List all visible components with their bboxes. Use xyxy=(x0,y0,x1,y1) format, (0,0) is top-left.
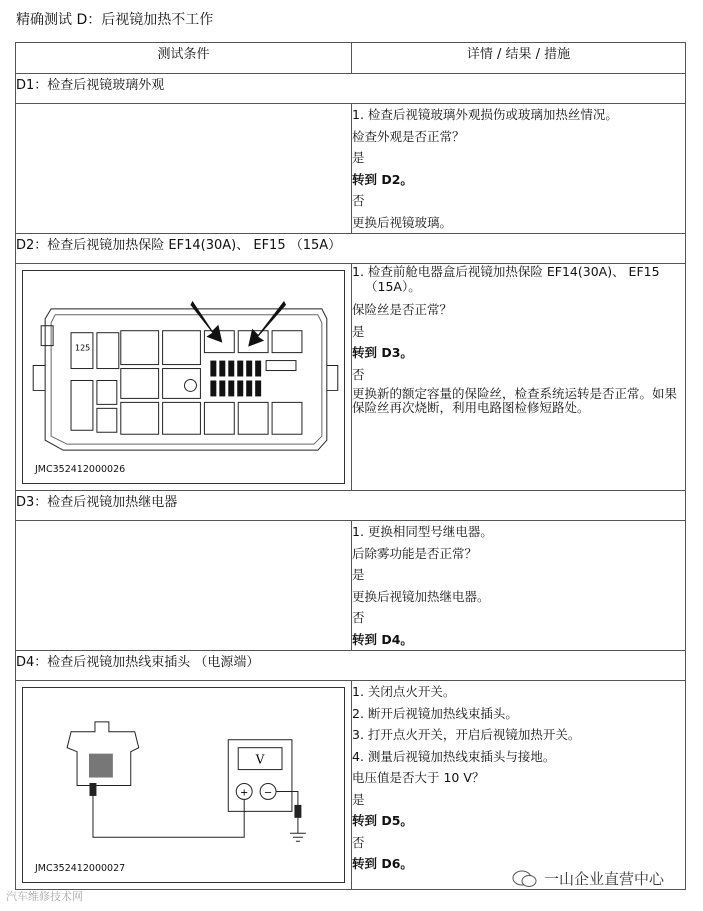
d2-figure-id: JMC352412000026 xyxy=(35,464,126,475)
diagnostic-table xyxy=(15,42,686,890)
ground-icon xyxy=(290,833,306,841)
d4-heading: D4：检查后视镜加热线束插头 （电源端） xyxy=(16,651,686,681)
d4-no-action: 转到 D6。 xyxy=(352,856,413,871)
multimeter-figure xyxy=(22,687,345,883)
d2-details xyxy=(352,264,686,491)
d2-yes: 是 xyxy=(352,323,365,339)
wechat-icon xyxy=(512,869,538,889)
d4-yes-action: 转到 D5。 xyxy=(352,813,413,828)
d1-question: 检查外观是否正常？ xyxy=(352,128,465,144)
d4-step2: 2. 断开后视镜加热线束插头。 xyxy=(352,705,518,721)
fuse-box-figure xyxy=(22,270,345,484)
d4-figure-id: JMC352412000027 xyxy=(35,863,126,874)
positive-lead xyxy=(93,784,244,838)
d3-yes: 是 xyxy=(352,567,365,582)
d3-step1: 1. 更换相同型号继电器。 xyxy=(352,524,493,539)
d1-yes: 是 xyxy=(352,150,365,165)
d1-details xyxy=(352,104,686,234)
d3-condition-cell xyxy=(16,521,352,651)
d1-no-action: 更换后视镜玻璃。 xyxy=(352,214,453,230)
fuse-value-label: 125 xyxy=(75,343,91,353)
d2-step1: 1. 检查前舱电器盒后视镜加热保险 EF14(30A)、 EF15 （15A）。 xyxy=(352,264,660,294)
d2-condition-cell xyxy=(16,264,352,491)
watermark-right-text: 一山企业直营中心 xyxy=(544,870,665,888)
d4-step1: 1. 关闭点火开关。 xyxy=(352,684,456,699)
header-condition: 测试条件 xyxy=(16,43,352,74)
watermark-left: 汽车维修技术网 xyxy=(6,890,83,903)
d4-yes: 是 xyxy=(352,791,365,807)
d2-no-action: 更换新的额定容量的保险丝，检查系统运转是否正常。如果保险丝再次烧断，利用电路图检修短路处。 xyxy=(352,386,678,415)
d2-question: 保险丝是否正常？ xyxy=(352,302,453,317)
bolt-icon xyxy=(184,379,196,391)
d4-question: 电压值是否大于 10 V？ xyxy=(352,770,485,785)
d1-step1: 1. 检查后视镜玻璃外观损伤或玻璃加热丝情况。 xyxy=(352,107,618,122)
d3-no-action: 转到 D4。 xyxy=(352,631,413,647)
voltage-test-diagram xyxy=(23,688,344,882)
d1-condition-cell xyxy=(16,104,352,234)
d2-yes-action: 转到 D3。 xyxy=(352,345,413,360)
d3-no: 否 xyxy=(352,610,365,625)
d4-details xyxy=(352,681,686,890)
table-header-row xyxy=(16,43,686,74)
d2-heading: D2：检查后视镜加热保险 EF14(30A)、 EF15 （15A） xyxy=(16,234,686,264)
watermark-right xyxy=(512,868,664,889)
d4-step4: 4. 测量后视镜加热线束插头与接地。 xyxy=(352,748,556,764)
d2-no: 否 xyxy=(352,366,365,382)
d1-heading: D1：检查后视镜玻璃外观 xyxy=(16,74,686,104)
d4-condition-cell xyxy=(16,681,352,890)
d4-step3: 3. 打开点火开关，开启后视镜加热开关。 xyxy=(352,727,581,742)
plus-label: + xyxy=(240,787,249,799)
header-details: 详情 / 结果 / 措施 xyxy=(352,43,686,74)
page-title: 精确测试 D：后视镜加热不工作 xyxy=(16,12,214,28)
minus-label: − xyxy=(263,787,273,799)
d3-heading: D3：检查后视镜加热继电器 xyxy=(16,491,686,521)
meter-label: V xyxy=(255,752,265,767)
d3-question: 后除雾功能是否正常？ xyxy=(352,545,478,561)
connector-pin xyxy=(89,754,113,778)
d1-no: 否 xyxy=(352,193,365,208)
d1-yes-action: 转到 D2。 xyxy=(352,171,413,187)
d3-yes-action: 更换后视镜加热继电器。 xyxy=(352,588,490,604)
fuse-box-diagram xyxy=(23,271,344,483)
d4-no: 否 xyxy=(352,834,365,850)
d3-details xyxy=(352,521,686,651)
